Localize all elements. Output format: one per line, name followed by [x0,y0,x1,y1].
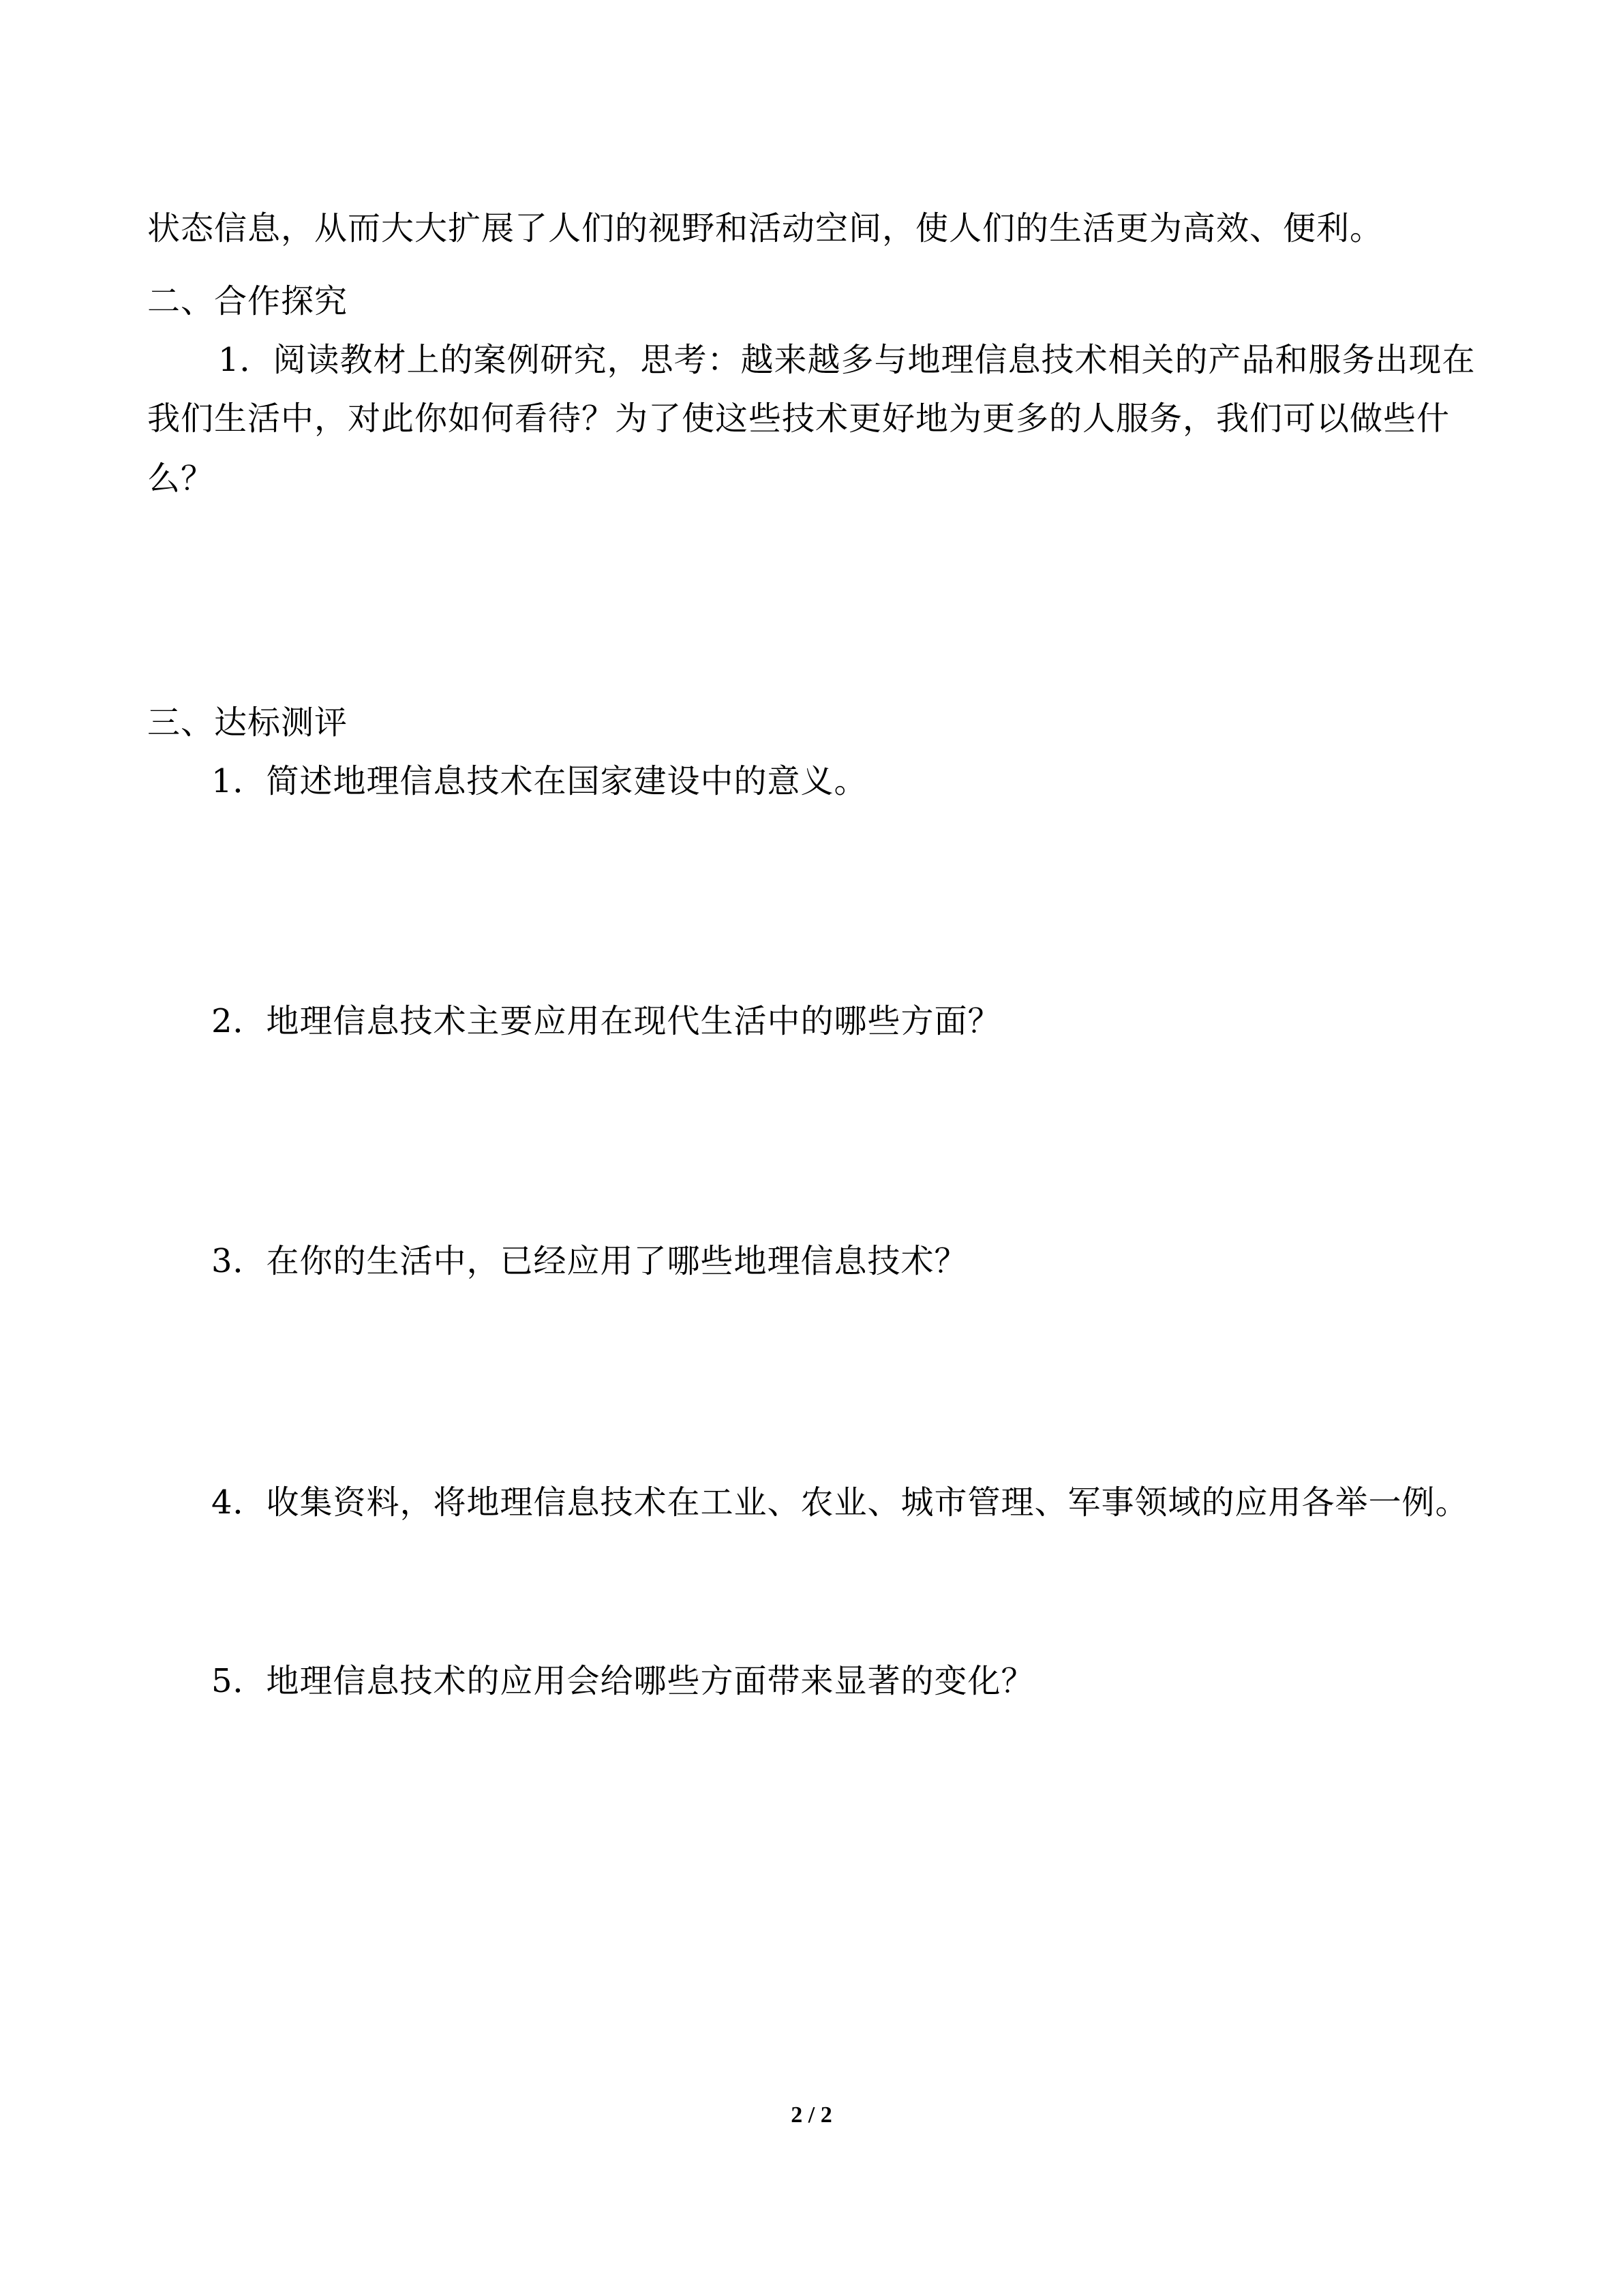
assessment-question-3: 3．在你的生活中，已经应用了哪些地理信息技术？ [211,1242,968,1280]
assessment-question-2: 2．地理信息技术主要应用在现代生活中的哪些方面？ [211,1002,1001,1040]
assessment-question-1: 1．简述地理信息技术在国家建设中的意义。 [211,762,868,800]
page-number: 2 / 2 [791,2102,832,2128]
section-heading-assessment: 三、达标测评 [147,704,348,742]
assessment-question-5: 5．地理信息技术的应用会给哪些方面带来显著的变化？ [211,1662,1035,1700]
assessment-question-4: 4．收集资料，将地理信息技术在工业、农业、城市管理、军事领域的应用各举一例。 [211,1483,1469,1522]
intro-paragraph-tail: 状态信息，从而大大扩展了人们的视野和活动空间，使人们的生活更为高效、便利。 [147,209,1384,247]
section-heading-cooperative-inquiry: 二、合作探究 [147,282,348,320]
inquiry-question-line-3: 么？ [147,459,215,498]
inquiry-question-line-1: 1．阅读教材上的案例研究，思考：越来越多与地理信息技术相关的产品和服务出现在 [218,341,1476,379]
inquiry-question-line-2: 我们生活中，对此你如何看待？为了使这些技术更好地为更多的人服务，我们可以做些什 [147,399,1451,438]
